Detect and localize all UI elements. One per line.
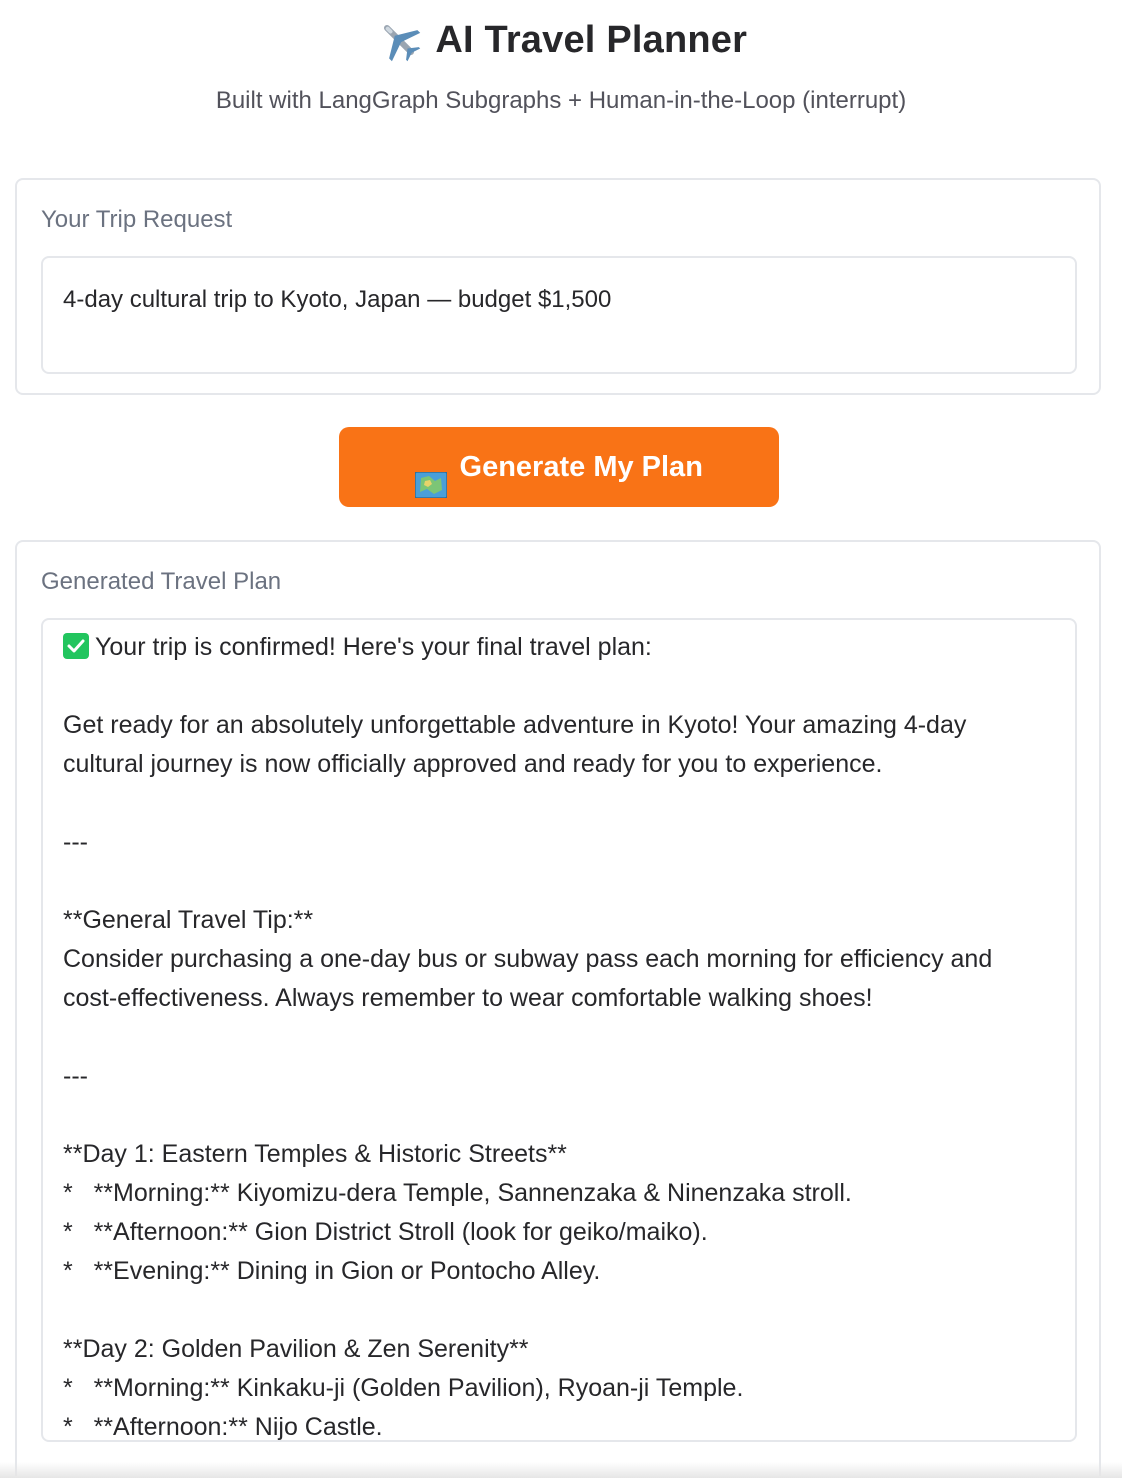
plan-line: * **Afternoon:** Nijo Castle.	[63, 1413, 383, 1441]
page-bottom-shadow	[0, 1462, 1122, 1478]
plan-line: cost-effectiveness. Always remember to wear comfortable walking shoes!	[63, 984, 873, 1012]
trip-request-input[interactable]	[41, 256, 1077, 374]
plan-line	[63, 1096, 1053, 1135]
generated-plan-label: Generated Travel Plan	[41, 568, 282, 595]
plan-line	[63, 784, 1053, 823]
check-mark-icon	[63, 633, 89, 659]
map-icon	[415, 454, 447, 480]
plan-line: * **Morning:** Kiyomizu-dera Temple, Sannenzaka & Ninenzaka stroll.	[63, 1179, 852, 1207]
generate-plan-button[interactable]	[339, 427, 779, 507]
plan-line: **Day 1: Eastern Temples & Historic Streets**	[63, 1140, 567, 1168]
confirmation-line	[63, 628, 1053, 667]
page-title: AI Travel Planner	[435, 18, 748, 61]
airplane-icon	[375, 16, 423, 64]
plan-line: * **Evening:** Dining in Gion or Pontocho Alley.	[63, 1257, 601, 1285]
plan-line	[63, 1018, 1053, 1057]
page-subtitle: Built with LangGraph Subgraphs + Human-in-the-Loop (interrupt)	[215, 87, 907, 114]
trip-request-panel	[15, 178, 1101, 395]
plan-line	[63, 1291, 1053, 1330]
plan-line: * **Morning:** Kinkaku-ji (Golden Pavilion), Ryoan-ji Temple.	[63, 1374, 744, 1402]
plan-line: ---	[63, 1062, 88, 1090]
trip-request-value: 4-day cultural trip to Kyoto, Japan — budget $1,500	[63, 286, 612, 313]
trip-request-label: Your Trip Request	[41, 206, 233, 233]
generate-button-label: Generate My Plan	[459, 451, 703, 483]
generated-plan-output[interactable]	[41, 618, 1077, 1442]
page-header	[0, 16, 1122, 72]
generated-plan-panel	[15, 540, 1101, 1476]
confirmation-text: Your trip is confirmed! Here's your final travel plan:	[95, 633, 652, 661]
plan-line: cultural journey is now officially approved and ready for you to experience.	[63, 750, 883, 778]
plan-line: Get ready for an absolutely unforgettable adventure in Kyoto! Your amazing 4-day	[63, 711, 967, 739]
plan-line: **Day 2: Golden Pavilion & Zen Serenity**	[63, 1335, 529, 1363]
plan-line: ---	[63, 828, 88, 856]
plan-line	[63, 667, 1053, 706]
plan-line	[63, 862, 1053, 901]
plan-line: Consider purchasing a one-day bus or subway pass each morning for efficiency and	[63, 945, 993, 973]
plan-line: **General Travel Tip:**	[63, 906, 314, 934]
plan-line: * **Afternoon:** Gion District Stroll (look for geiko/maiko).	[63, 1218, 708, 1246]
plan-text	[63, 628, 1053, 1442]
